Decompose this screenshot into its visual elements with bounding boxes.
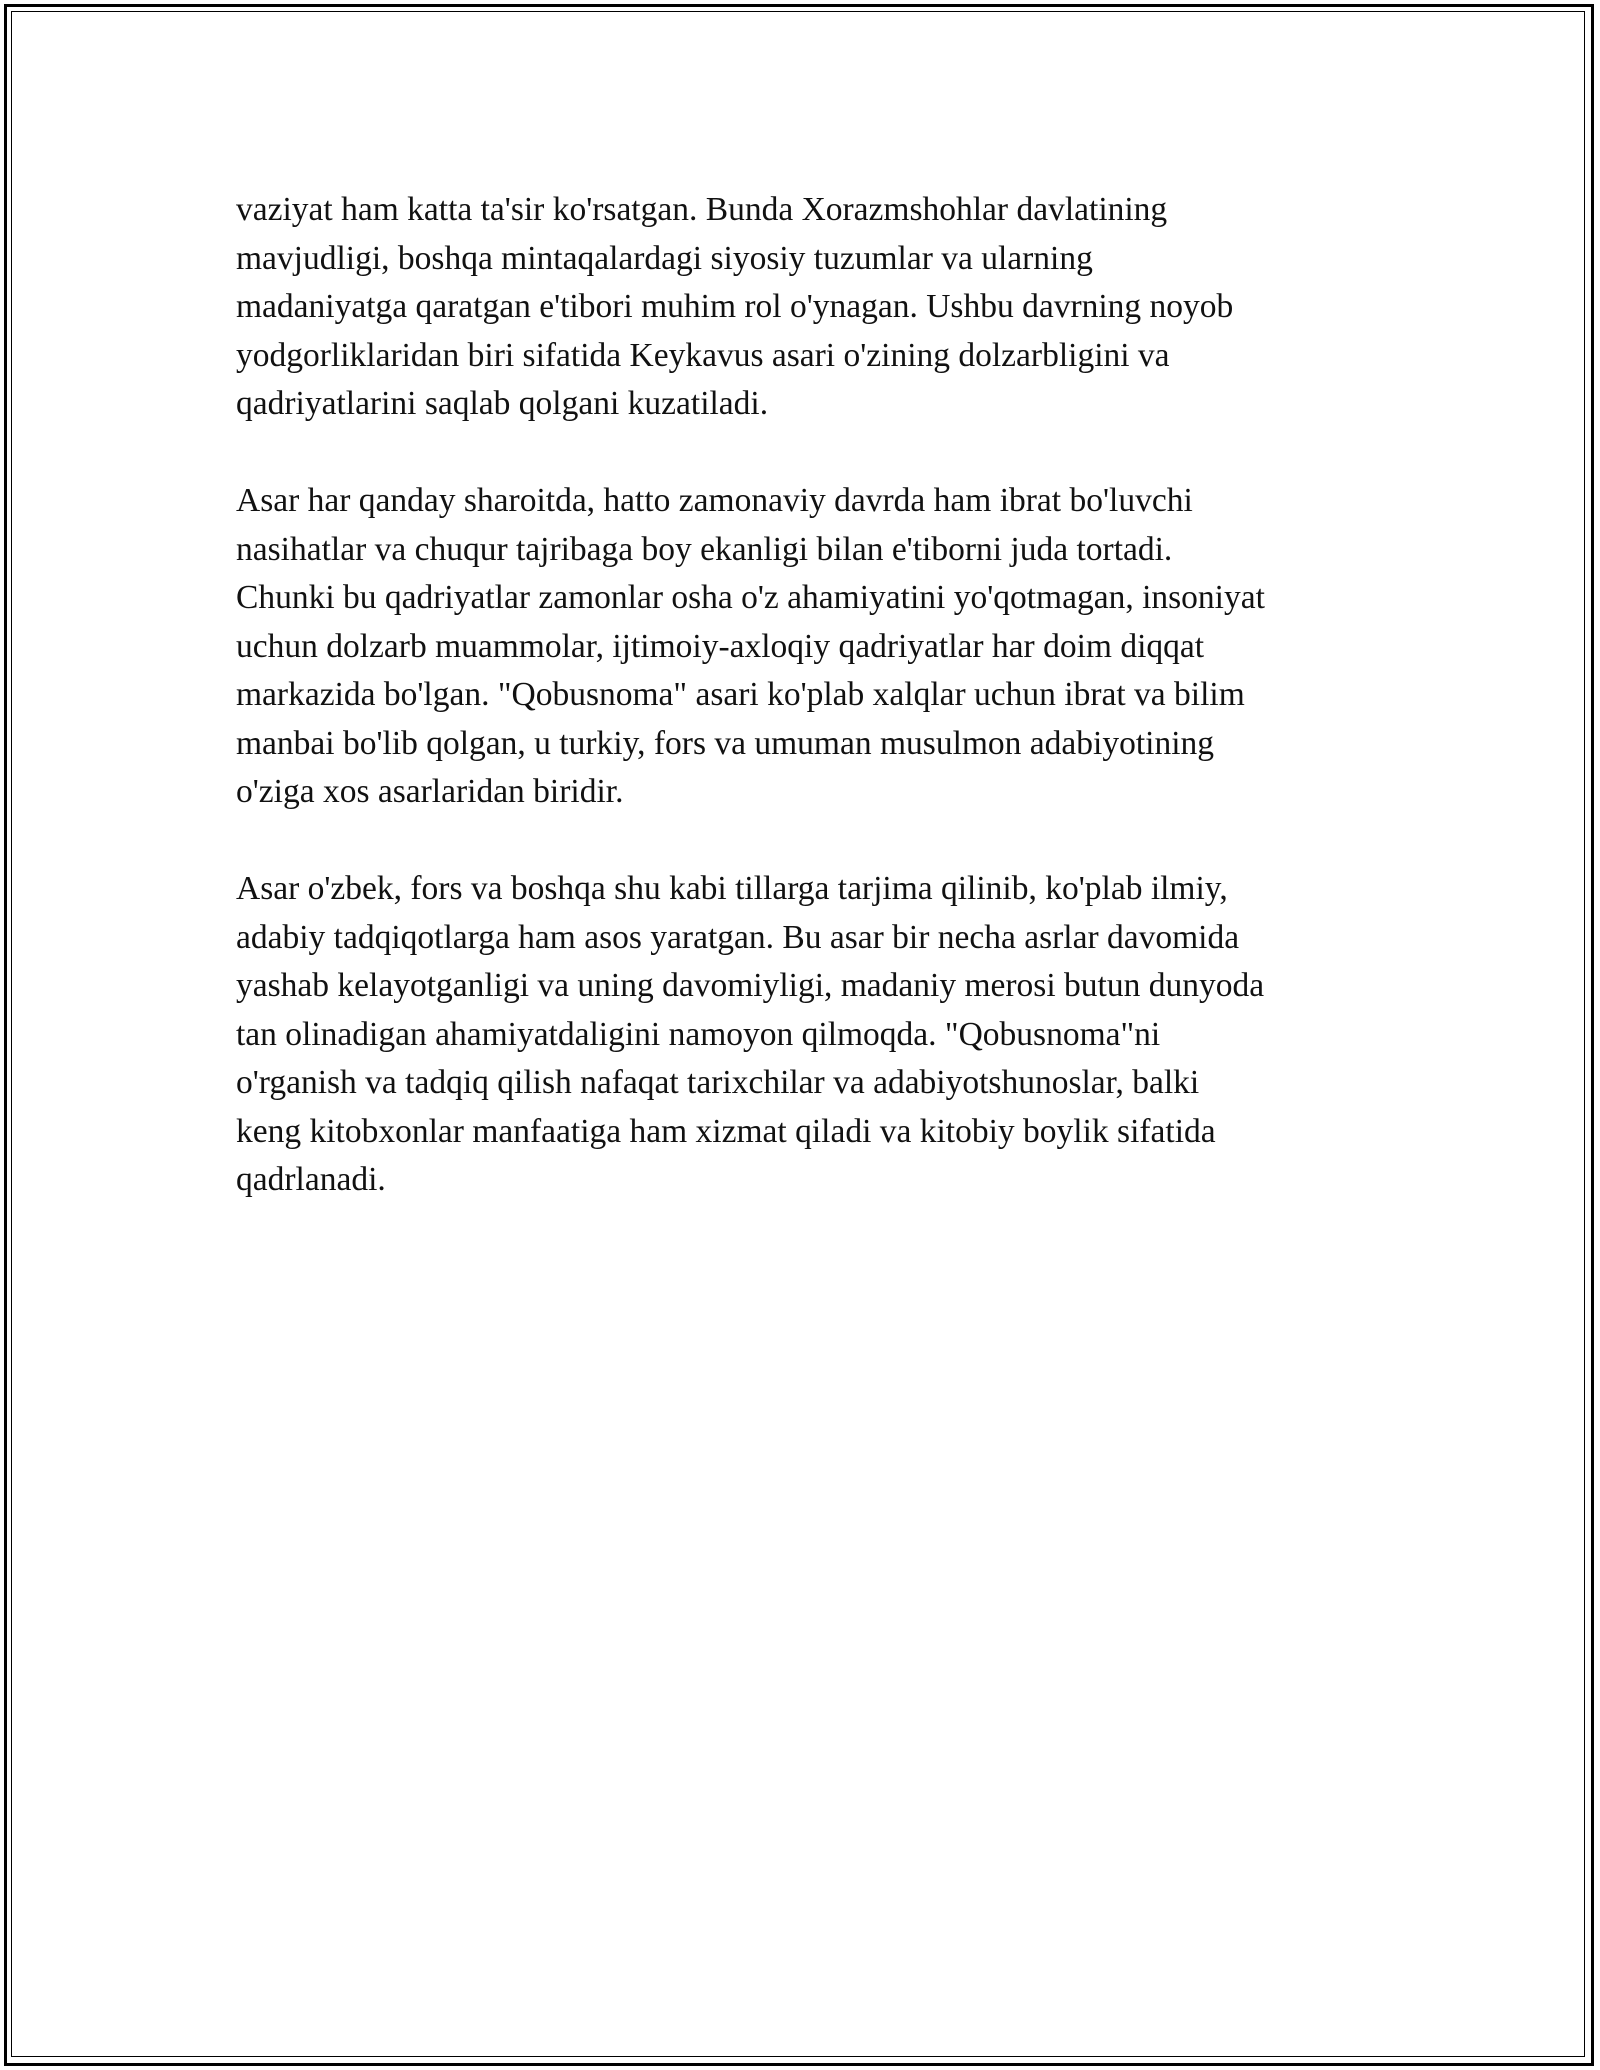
paragraph-1: vaziyat ham katta ta'sir ko'rsatgan. Bunda Xorazmshohlar davlatining mavjudligi, boshqa mintaqalardagi siyosiy tuzumlar va ularning madaniyatga qaratgan e'tibori muhim rol o'ynagan. Ushbu davrning noyob yodgorliklaridan biri sifatida Keykavus asari o'zining dolzarbligini va qadriyatlarini saqlab qolgani kuzatiladi. [236,191,1234,422]
paragraph-3: Asar o'zbek, fors va boshqa shu kabi tillarga tarjima qilinib, ko'plab ilmiy, adabiy tadqiqotlarga ham asos yaratgan. Bu asar bir necha asrlar davomida yashab kelayotganligi va uning davomiyligi, madaniy merosi butun dunyoda tan olinadigan ahamiyatdaligini namoyon qilmoqda. "Qobusnoma"ni o'rganish va tadqiq qilish nafaqat tarixchilar va adabiyotshunoslar, balki keng kitobxonlar manfaatiga ham xizmat qiladi va kitobiy boylik sifatida qadrlanadi. [236,870,1265,1198]
document-body [236,186,1386,1253]
paragraph-2: Asar har qanday sharoitda, hatto zamonaviy davrda ham ibrat bo'luvchi nasihatlar va chuqur tajribaga boy ekanligi bilan e'tiborni juda tortadi. Chunki bu qadriyatlar zamonlar osha o'z ahamiyatini yo'qotmagan, insoniyat uchun dolzarb muammolar, ijtimoiy-axloqiy qadriyatlar har doim diqqat markazida bo'lgan. "Qobusnoma" asari ko'plab xalqlar uchun ibrat va bilim manbai bo'lib qolgan, u turkiy, fors va umuman musulmon adabiyotining o'ziga xos asarlaridan biridir. [236,482,1265,810]
